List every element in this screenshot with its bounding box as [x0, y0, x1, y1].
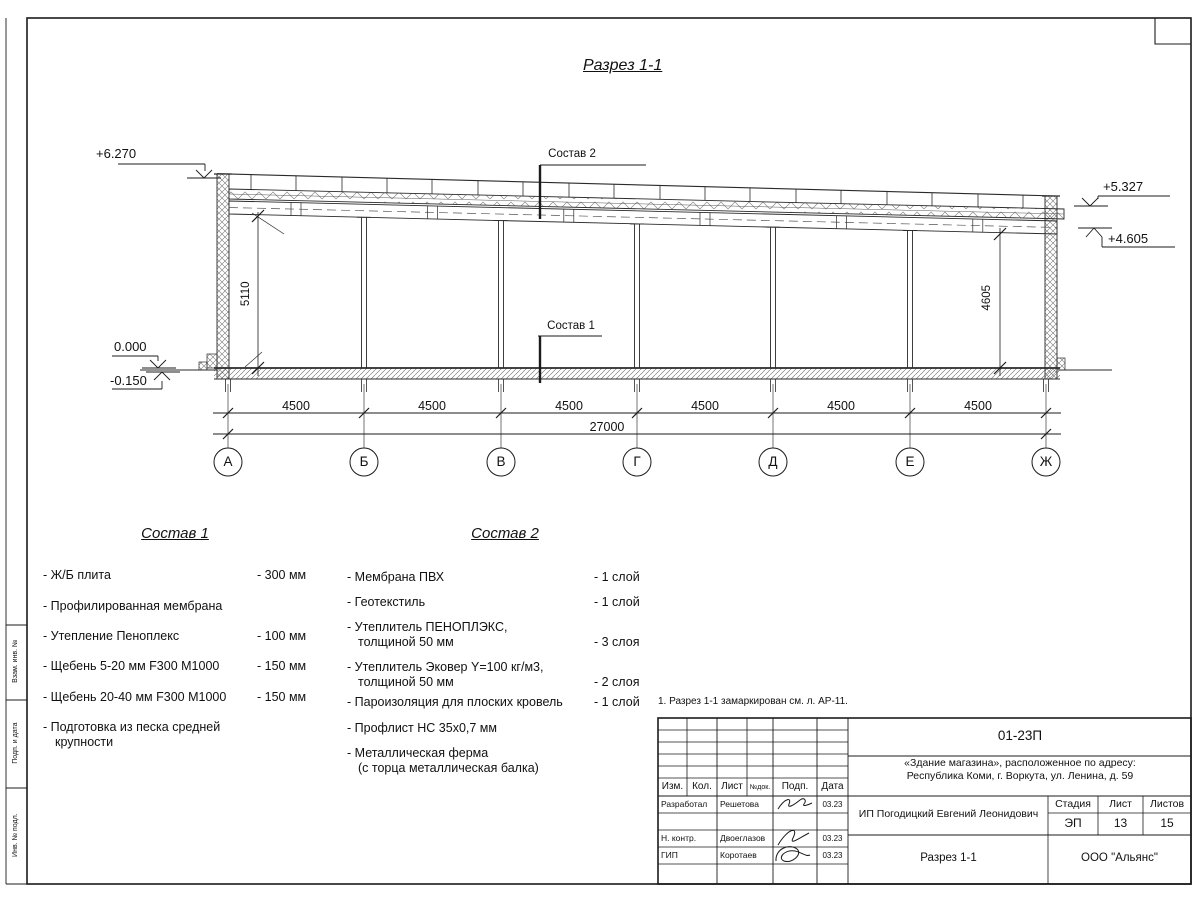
- stamp-role-0: Разработал: [661, 799, 708, 809]
- elevation-mark-6270: [118, 164, 221, 178]
- stamp-sheets-total: 15: [1160, 816, 1174, 830]
- callout-sostav1: Состав 1: [547, 320, 595, 332]
- section-drawing: [140, 174, 1112, 392]
- stamp-sheet-no: 13: [1113, 816, 1128, 830]
- grid-label-d: Д: [768, 454, 778, 469]
- stamp-name-2: Коротаев: [720, 850, 757, 860]
- sostav2-value-1: - 1 слой: [594, 595, 640, 609]
- sostav2-value-4: - 1 слой: [594, 695, 640, 709]
- vertical-dim-left: 5110: [240, 281, 253, 307]
- sostav2-title: Состав 2: [471, 525, 539, 542]
- signature-dvoeglazov: [778, 830, 809, 845]
- elevation-mark-0000: [112, 356, 176, 368]
- stamp-col-list: Лист: [721, 781, 743, 792]
- elevation-right-low: +4.605: [1108, 231, 1149, 246]
- sostav1-title: Состав 1: [141, 525, 209, 542]
- stamp-sheet-title: Разрез 1-1: [920, 852, 977, 864]
- stamp-list-label: Лист: [1109, 798, 1132, 810]
- total-dim: 27000: [589, 420, 625, 434]
- stamp-col-doc: №док.: [749, 784, 771, 791]
- elevation-top-right: +5.327: [1103, 179, 1144, 194]
- sostav2-item-4: - Пароизоляция для плоских кровель: [347, 695, 563, 709]
- stamp-name-0: Решетова: [720, 799, 759, 809]
- stamp-col-izm: Изм.: [661, 781, 684, 792]
- stamp-role-1: Н. контр.: [661, 833, 697, 843]
- grid-label-zh: Ж: [1039, 454, 1053, 469]
- sostav1-value-4: - 150 мм: [257, 690, 307, 704]
- stamp-stage-value: ЭП: [1064, 816, 1082, 830]
- stamp-col-kol: Кол.: [692, 781, 712, 792]
- floor-slab: [214, 368, 1060, 379]
- stamp-col-podp: Подп.: [781, 781, 809, 792]
- sostav2-item-3-line2: толщиной 50 мм: [358, 675, 454, 689]
- sostav1-item-5-line2: крупности: [55, 735, 114, 749]
- sostav2-item-5: - Профлист НС 35х0,7 мм: [347, 721, 497, 735]
- note-text: 1. Разрез 1-1 замаркирован см. л. АР-11.: [658, 696, 848, 707]
- sostav1-item-2: - Утепление Пеноплекс: [43, 629, 180, 643]
- stamp-date-0: 03.23: [822, 800, 843, 809]
- sostav2-value-2: - 3 слоя: [594, 635, 640, 649]
- stamp-date-2: 03.23: [822, 851, 843, 860]
- sostav1-item-0: - Ж/Б плита: [43, 568, 111, 582]
- callout-sostav2: Состав 2: [548, 148, 596, 160]
- signature-korotaev: [776, 847, 810, 862]
- elevation-top-left: +6.270: [96, 146, 137, 161]
- grid-label-v: В: [496, 454, 506, 469]
- sostav1-item-1: - Профилированная мембрана: [43, 599, 223, 613]
- sostav2-item-1: - Геотекстиль: [347, 595, 426, 609]
- left-wall: [217, 174, 229, 379]
- grid-label-a: А: [223, 454, 233, 469]
- sostav2-item-6: - Металлическая ферма: [347, 746, 489, 760]
- sostav2-value-3: - 2 слоя: [594, 675, 640, 689]
- right-wall: [1045, 196, 1057, 379]
- stamp-client: ИП Погодицкий Евгений Леонидович: [858, 808, 1039, 820]
- span-dim-3: 4500: [691, 399, 719, 413]
- columns: [357, 217, 917, 368]
- top-right-cell: [1155, 18, 1191, 44]
- grid-label-e: Е: [905, 454, 915, 469]
- sostav2-value-0: - 1 слой: [594, 570, 640, 584]
- elevation-minus: -0.150: [110, 373, 147, 388]
- grid-label-g: Г: [633, 454, 641, 469]
- sostav2-item-0: - Мембрана ПВХ: [347, 570, 445, 584]
- sostav1-value-3: - 150 мм: [257, 659, 307, 673]
- sostav1-item-5: - Подготовка из песка средней: [43, 720, 221, 734]
- stamp-object-line1: «Здание магазина», расположенное по адресу:: [904, 757, 1136, 769]
- vertical-dimensions: [252, 210, 1006, 376]
- signature-reshetova: [778, 799, 812, 809]
- stamp-organization: ООО "Альянс": [1081, 852, 1158, 864]
- sostav1-value-0: - 300 мм: [257, 568, 307, 582]
- sostav2-item-2: - Утеплитель ПЕНОПЛЭКС,: [347, 620, 508, 634]
- stamp-doc-number: 01-23П: [997, 728, 1043, 743]
- sostav2-item-6-line2: (с торца металлическая балка): [358, 761, 539, 775]
- margin-label-podp: Подп. и дата: [11, 722, 19, 764]
- stamp-name-1: Двоеглазов: [720, 833, 766, 843]
- stamp-stage-label: Стадия: [1055, 798, 1091, 810]
- stamp-date-1: 03.23: [822, 834, 843, 843]
- sostav2-item-3: - Утеплитель Эковер Y=100 кг/м3,: [347, 660, 544, 674]
- sostav2-item-2-line2: толщиной 50 мм: [358, 635, 454, 649]
- sostav1-value-2: - 100 мм: [257, 629, 307, 643]
- drawing-title: Разрез 1-1: [583, 57, 663, 74]
- sostav1-item-4: - Щебень 20-40 мм F300 М1000: [43, 690, 227, 704]
- margin-label-vzam: Взам. инв. №: [11, 639, 19, 683]
- stamp-listov-label: Листов: [1149, 798, 1185, 810]
- stamp-object-line2: Республика Коми, г. Воркута, ул. Ленина, д. 59: [906, 770, 1134, 782]
- span-dim-1: 4500: [418, 399, 446, 413]
- span-dim-4: 4500: [827, 399, 855, 413]
- stamp-col-data: Дата: [821, 781, 844, 792]
- span-dim-2: 4500: [555, 399, 583, 413]
- sostav1-item-3: - Щебень 5-20 мм F300 М1000: [43, 659, 220, 673]
- margin-label-inv: Инв. № подл.: [11, 813, 19, 857]
- stamp-role-2: ГИП: [661, 850, 678, 860]
- span-dim-0: 4500: [282, 399, 310, 413]
- elevation-zero: 0.000: [114, 339, 147, 354]
- grid-label-b: Б: [359, 454, 369, 469]
- elevation-mark-5327: [1074, 196, 1170, 206]
- span-dim-5: 4500: [964, 399, 992, 413]
- vertical-dim-right: 4605: [981, 284, 994, 311]
